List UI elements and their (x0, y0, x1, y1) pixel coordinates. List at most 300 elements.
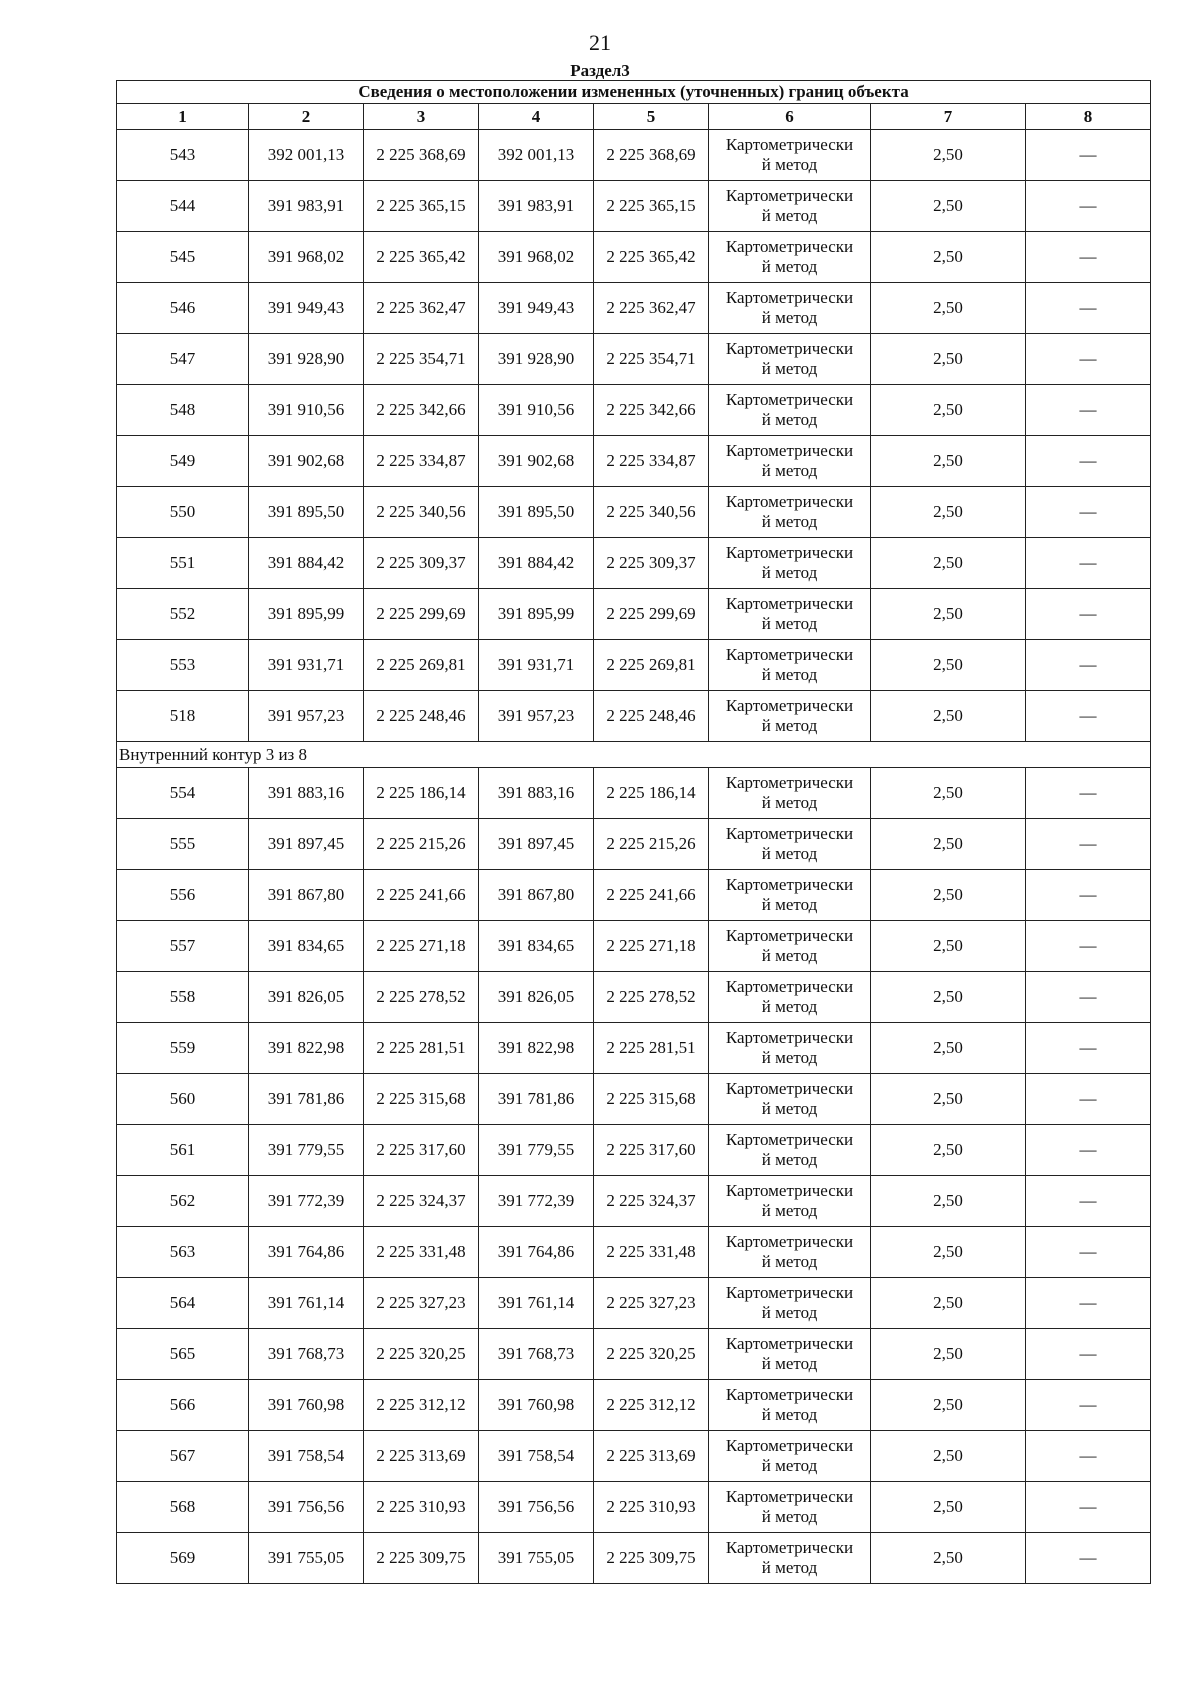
table-caption-row (117, 81, 1151, 104)
column-number: 7 (871, 104, 1026, 130)
description-cell: — (1026, 232, 1151, 283)
y-old-cell: 2 225 354,71 (364, 334, 479, 385)
y-new-cell: 2 225 186,14 (594, 768, 709, 819)
y-new-cell: 2 225 281,51 (594, 1023, 709, 1074)
y-old-cell: 2 225 281,51 (364, 1023, 479, 1074)
x-old-cell: 391 968,02 (249, 232, 364, 283)
method-line: й метод (761, 614, 818, 633)
method-cell (709, 870, 871, 921)
method-line: Картометрически (725, 1028, 854, 1047)
accuracy-cell: 2,50 (871, 819, 1026, 870)
accuracy-cell: 2,50 (871, 1431, 1026, 1482)
x-old-cell: 391 758,54 (249, 1431, 364, 1482)
x-old-cell: 391 895,50 (249, 487, 364, 538)
y-new-cell: 2 225 299,69 (594, 589, 709, 640)
description-cell: — (1026, 921, 1151, 972)
method-cell (709, 819, 871, 870)
accuracy-cell: 2,50 (871, 1278, 1026, 1329)
x-new-cell: 391 755,05 (479, 1533, 594, 1584)
y-new-cell: 2 225 215,26 (594, 819, 709, 870)
y-old-cell: 2 225 317,60 (364, 1125, 479, 1176)
method-cell (709, 436, 871, 487)
column-number: 2 (249, 104, 364, 130)
table-row (117, 232, 1151, 283)
method-cell (709, 1176, 871, 1227)
description-cell: — (1026, 691, 1151, 742)
y-new-cell: 2 225 312,12 (594, 1380, 709, 1431)
y-old-cell: 2 225 327,23 (364, 1278, 479, 1329)
y-old-cell: 2 225 365,42 (364, 232, 479, 283)
y-new-cell: 2 225 340,56 (594, 487, 709, 538)
description-cell: — (1026, 972, 1151, 1023)
description-cell: — (1026, 283, 1151, 334)
method-cell (709, 768, 871, 819)
point-number-cell: 562 (117, 1176, 249, 1227)
method-cell (709, 232, 871, 283)
method-line: Картометрически (725, 824, 854, 843)
table-row (117, 1533, 1151, 1584)
accuracy-cell: 2,50 (871, 538, 1026, 589)
contour-header-row (117, 742, 1151, 768)
point-number-cell: 556 (117, 870, 249, 921)
y-new-cell: 2 225 271,18 (594, 921, 709, 972)
method-line: Картометрически (725, 288, 854, 307)
description-cell: — (1026, 1125, 1151, 1176)
x-old-cell: 391 949,43 (249, 283, 364, 334)
x-new-cell: 391 928,90 (479, 334, 594, 385)
method-line: й метод (761, 665, 818, 684)
x-new-cell: 391 779,55 (479, 1125, 594, 1176)
x-new-cell: 391 883,16 (479, 768, 594, 819)
method-line: Картометрически (725, 773, 854, 792)
y-old-cell: 2 225 313,69 (364, 1431, 479, 1482)
x-new-cell: 391 884,42 (479, 538, 594, 589)
method-line: й метод (761, 1558, 818, 1577)
x-old-cell: 391 867,80 (249, 870, 364, 921)
method-cell (709, 487, 871, 538)
method-line: й метод (761, 410, 818, 429)
y-new-cell: 2 225 309,37 (594, 538, 709, 589)
description-cell: — (1026, 589, 1151, 640)
accuracy-cell: 2,50 (871, 921, 1026, 972)
accuracy-cell: 2,50 (871, 691, 1026, 742)
y-old-cell: 2 225 310,93 (364, 1482, 479, 1533)
method-line: Картометрически (725, 875, 854, 894)
table-row (117, 1278, 1151, 1329)
y-new-cell: 2 225 310,93 (594, 1482, 709, 1533)
coordinates-table (116, 80, 1151, 1584)
description-cell: — (1026, 130, 1151, 181)
method-line: Картометрически (725, 135, 854, 154)
point-number-cell: 518 (117, 691, 249, 742)
table-row (117, 283, 1151, 334)
x-old-cell: 391 756,56 (249, 1482, 364, 1533)
method-line: Картометрически (725, 186, 854, 205)
y-new-cell: 2 225 331,48 (594, 1227, 709, 1278)
x-new-cell: 391 761,14 (479, 1278, 594, 1329)
point-number-cell: 553 (117, 640, 249, 691)
method-cell (709, 640, 871, 691)
description-cell: — (1026, 436, 1151, 487)
point-number-cell: 544 (117, 181, 249, 232)
column-number: 8 (1026, 104, 1151, 130)
method-cell (709, 1074, 871, 1125)
y-new-cell: 2 225 342,66 (594, 385, 709, 436)
method-line: Картометрически (725, 1079, 854, 1098)
y-new-cell: 2 225 269,81 (594, 640, 709, 691)
y-new-cell: 2 225 320,25 (594, 1329, 709, 1380)
method-line: й метод (761, 563, 818, 582)
method-line: Картометрически (725, 1232, 854, 1251)
x-new-cell: 391 968,02 (479, 232, 594, 283)
table-row (117, 1074, 1151, 1125)
y-new-cell: 2 225 241,66 (594, 870, 709, 921)
point-number-cell: 564 (117, 1278, 249, 1329)
section-title: Раздел3 (570, 61, 630, 80)
accuracy-cell: 2,50 (871, 1482, 1026, 1533)
table-row (117, 589, 1151, 640)
table-caption: Сведения о местоположении измененных (уточненных) границ объекта (117, 81, 1151, 104)
x-old-cell: 391 761,14 (249, 1278, 364, 1329)
description-cell: — (1026, 385, 1151, 436)
y-old-cell: 2 225 331,48 (364, 1227, 479, 1278)
method-line: й метод (761, 1150, 818, 1169)
x-old-cell: 391 755,05 (249, 1533, 364, 1584)
y-old-cell: 2 225 342,66 (364, 385, 479, 436)
x-new-cell: 391 910,56 (479, 385, 594, 436)
x-new-cell: 391 867,80 (479, 870, 594, 921)
point-number-cell: 551 (117, 538, 249, 589)
method-line: й метод (761, 257, 818, 276)
method-cell (709, 972, 871, 1023)
x-new-cell: 391 781,86 (479, 1074, 594, 1125)
method-line: Картометрически (725, 696, 854, 715)
x-old-cell: 391 910,56 (249, 385, 364, 436)
y-old-cell: 2 225 334,87 (364, 436, 479, 487)
description-cell: — (1026, 640, 1151, 691)
x-new-cell: 391 949,43 (479, 283, 594, 334)
accuracy-cell: 2,50 (871, 283, 1026, 334)
x-old-cell: 391 772,39 (249, 1176, 364, 1227)
y-new-cell: 2 225 365,42 (594, 232, 709, 283)
method-line: й метод (761, 461, 818, 480)
point-number-cell: 569 (117, 1533, 249, 1584)
description-cell: — (1026, 1533, 1151, 1584)
x-old-cell: 391 883,16 (249, 768, 364, 819)
point-number-cell: 555 (117, 819, 249, 870)
method-cell (709, 1533, 871, 1584)
point-number-cell: 548 (117, 385, 249, 436)
point-number-cell: 559 (117, 1023, 249, 1074)
table-row (117, 691, 1151, 742)
column-number: 3 (364, 104, 479, 130)
accuracy-cell: 2,50 (871, 436, 1026, 487)
point-number-cell: 566 (117, 1380, 249, 1431)
x-new-cell: 391 895,99 (479, 589, 594, 640)
x-old-cell: 391 781,86 (249, 1074, 364, 1125)
y-old-cell: 2 225 278,52 (364, 972, 479, 1023)
x-new-cell: 391 895,50 (479, 487, 594, 538)
point-number-cell: 560 (117, 1074, 249, 1125)
accuracy-cell: 2,50 (871, 181, 1026, 232)
accuracy-cell: 2,50 (871, 130, 1026, 181)
method-line: Картометрически (725, 1334, 854, 1353)
description-cell: — (1026, 819, 1151, 870)
y-new-cell: 2 225 324,37 (594, 1176, 709, 1227)
point-number-cell: 557 (117, 921, 249, 972)
y-old-cell: 2 225 271,18 (364, 921, 479, 972)
x-old-cell: 391 834,65 (249, 921, 364, 972)
method-cell (709, 1023, 871, 1074)
method-line: й метод (761, 1507, 818, 1526)
accuracy-cell: 2,50 (871, 334, 1026, 385)
accuracy-cell: 2,50 (871, 640, 1026, 691)
description-cell: — (1026, 538, 1151, 589)
y-old-cell: 2 225 315,68 (364, 1074, 479, 1125)
table-row (117, 1125, 1151, 1176)
x-old-cell: 392 001,13 (249, 130, 364, 181)
accuracy-cell: 2,50 (871, 1227, 1026, 1278)
y-old-cell: 2 225 362,47 (364, 283, 479, 334)
point-number-cell: 568 (117, 1482, 249, 1533)
y-old-cell: 2 225 365,15 (364, 181, 479, 232)
method-line: Картометрически (725, 1130, 854, 1149)
method-line: й метод (761, 1354, 818, 1373)
x-new-cell: 391 902,68 (479, 436, 594, 487)
contour-label: Внутренний контур 3 из 8 (117, 742, 1151, 768)
accuracy-cell: 2,50 (871, 1329, 1026, 1380)
description-cell: — (1026, 1176, 1151, 1227)
table-row (117, 1023, 1151, 1074)
point-number-cell: 546 (117, 283, 249, 334)
x-old-cell: 391 928,90 (249, 334, 364, 385)
table-row (117, 181, 1151, 232)
method-cell (709, 538, 871, 589)
accuracy-cell: 2,50 (871, 768, 1026, 819)
table-row (117, 487, 1151, 538)
description-cell: — (1026, 1227, 1151, 1278)
x-new-cell: 391 826,05 (479, 972, 594, 1023)
y-new-cell: 2 225 365,15 (594, 181, 709, 232)
point-number-cell: 565 (117, 1329, 249, 1380)
table-row (117, 130, 1151, 181)
method-line: й метод (761, 1201, 818, 1220)
method-line: й метод (761, 155, 818, 174)
x-new-cell: 391 957,23 (479, 691, 594, 742)
accuracy-cell: 2,50 (871, 1533, 1026, 1584)
y-new-cell: 2 225 315,68 (594, 1074, 709, 1125)
method-cell (709, 334, 871, 385)
y-old-cell: 2 225 241,66 (364, 870, 479, 921)
method-cell (709, 1329, 871, 1380)
x-old-cell: 391 957,23 (249, 691, 364, 742)
y-new-cell: 2 225 368,69 (594, 130, 709, 181)
x-new-cell: 391 768,73 (479, 1329, 594, 1380)
column-number: 4 (479, 104, 594, 130)
x-old-cell: 391 826,05 (249, 972, 364, 1023)
y-old-cell: 2 225 320,25 (364, 1329, 479, 1380)
method-line: Картометрически (725, 1385, 854, 1404)
accuracy-cell: 2,50 (871, 1176, 1026, 1227)
accuracy-cell: 2,50 (871, 972, 1026, 1023)
method-cell (709, 1125, 871, 1176)
method-cell (709, 130, 871, 181)
method-cell (709, 1278, 871, 1329)
method-line: й метод (761, 895, 818, 914)
y-new-cell: 2 225 334,87 (594, 436, 709, 487)
accuracy-cell: 2,50 (871, 1125, 1026, 1176)
y-old-cell: 2 225 269,81 (364, 640, 479, 691)
table-row (117, 385, 1151, 436)
method-line: й метод (761, 793, 818, 812)
accuracy-cell: 2,50 (871, 487, 1026, 538)
method-line: Картометрически (725, 645, 854, 664)
method-cell (709, 589, 871, 640)
y-old-cell: 2 225 312,12 (364, 1380, 479, 1431)
description-cell: — (1026, 181, 1151, 232)
x-new-cell: 391 756,56 (479, 1482, 594, 1533)
point-number-cell: 549 (117, 436, 249, 487)
accuracy-cell: 2,50 (871, 1023, 1026, 1074)
x-new-cell: 391 897,45 (479, 819, 594, 870)
accuracy-cell: 2,50 (871, 589, 1026, 640)
method-cell (709, 1431, 871, 1482)
point-number-cell: 563 (117, 1227, 249, 1278)
column-number-row (117, 104, 1151, 130)
x-new-cell: 391 764,86 (479, 1227, 594, 1278)
point-number-cell: 547 (117, 334, 249, 385)
description-cell: — (1026, 1074, 1151, 1125)
method-line: Картометрически (725, 339, 854, 358)
method-line: й метод (761, 1099, 818, 1118)
method-line: Картометрически (725, 926, 854, 945)
method-line: й метод (761, 997, 818, 1016)
method-cell (709, 1227, 871, 1278)
point-number-cell: 567 (117, 1431, 249, 1482)
method-line: Картометрически (725, 977, 854, 996)
method-line: й метод (761, 1252, 818, 1271)
x-old-cell: 391 884,42 (249, 538, 364, 589)
point-number-cell: 552 (117, 589, 249, 640)
x-old-cell: 391 779,55 (249, 1125, 364, 1176)
method-line: й метод (761, 716, 818, 735)
y-old-cell: 2 225 248,46 (364, 691, 479, 742)
x-new-cell: 391 758,54 (479, 1431, 594, 1482)
table-row (117, 1431, 1151, 1482)
y-old-cell: 2 225 309,37 (364, 538, 479, 589)
description-cell: — (1026, 487, 1151, 538)
method-line: Картометрически (725, 594, 854, 613)
method-line: й метод (761, 1456, 818, 1475)
method-line: Картометрически (725, 1487, 854, 1506)
y-old-cell: 2 225 309,75 (364, 1533, 479, 1584)
y-old-cell: 2 225 299,69 (364, 589, 479, 640)
method-line: й метод (761, 206, 818, 225)
x-new-cell: 391 760,98 (479, 1380, 594, 1431)
table-row (117, 819, 1151, 870)
point-number-cell: 545 (117, 232, 249, 283)
description-cell: — (1026, 870, 1151, 921)
table-row (117, 921, 1151, 972)
method-line: Картометрически (725, 390, 854, 409)
method-line: й метод (761, 1303, 818, 1322)
method-line: Картометрически (725, 237, 854, 256)
x-old-cell: 391 931,71 (249, 640, 364, 691)
point-number-cell: 550 (117, 487, 249, 538)
x-new-cell: 391 822,98 (479, 1023, 594, 1074)
method-line: й метод (761, 359, 818, 378)
method-cell (709, 283, 871, 334)
point-number-cell: 543 (117, 130, 249, 181)
x-new-cell: 392 001,13 (479, 130, 594, 181)
y-new-cell: 2 225 278,52 (594, 972, 709, 1023)
y-new-cell: 2 225 317,60 (594, 1125, 709, 1176)
x-new-cell: 391 983,91 (479, 181, 594, 232)
table-row (117, 538, 1151, 589)
description-cell: — (1026, 1431, 1151, 1482)
x-old-cell: 391 760,98 (249, 1380, 364, 1431)
description-cell: — (1026, 1329, 1151, 1380)
method-line: й метод (761, 844, 818, 863)
method-line: й метод (761, 512, 818, 531)
accuracy-cell: 2,50 (871, 385, 1026, 436)
x-old-cell: 391 768,73 (249, 1329, 364, 1380)
x-old-cell: 391 895,99 (249, 589, 364, 640)
x-old-cell: 391 902,68 (249, 436, 364, 487)
x-old-cell: 391 983,91 (249, 181, 364, 232)
description-cell: — (1026, 334, 1151, 385)
table-row (117, 870, 1151, 921)
description-cell: — (1026, 1380, 1151, 1431)
description-cell: — (1026, 1278, 1151, 1329)
method-line: й метод (761, 1405, 818, 1424)
y-old-cell: 2 225 368,69 (364, 130, 479, 181)
y-new-cell: 2 225 313,69 (594, 1431, 709, 1482)
method-line: й метод (761, 946, 818, 965)
table-row (117, 972, 1151, 1023)
table-row (117, 640, 1151, 691)
page-number: 21 (589, 30, 611, 55)
accuracy-cell: 2,50 (871, 870, 1026, 921)
method-line: Картометрически (725, 1436, 854, 1455)
description-cell: — (1026, 1023, 1151, 1074)
table-row (117, 1380, 1151, 1431)
method-cell (709, 385, 871, 436)
table-row (117, 1482, 1151, 1533)
y-old-cell: 2 225 186,14 (364, 768, 479, 819)
method-line: й метод (761, 308, 818, 327)
method-line: Картометрически (725, 1181, 854, 1200)
y-old-cell: 2 225 340,56 (364, 487, 479, 538)
method-cell (709, 181, 871, 232)
table-row (117, 768, 1151, 819)
table-row (117, 1227, 1151, 1278)
table-row (117, 436, 1151, 487)
y-new-cell: 2 225 354,71 (594, 334, 709, 385)
y-new-cell: 2 225 327,23 (594, 1278, 709, 1329)
method-cell (709, 921, 871, 972)
point-number-cell: 554 (117, 768, 249, 819)
accuracy-cell: 2,50 (871, 1074, 1026, 1125)
description-cell: — (1026, 1482, 1151, 1533)
y-new-cell: 2 225 248,46 (594, 691, 709, 742)
y-old-cell: 2 225 324,37 (364, 1176, 479, 1227)
y-new-cell: 2 225 362,47 (594, 283, 709, 334)
accuracy-cell: 2,50 (871, 232, 1026, 283)
method-cell (709, 1380, 871, 1431)
x-old-cell: 391 822,98 (249, 1023, 364, 1074)
method-cell (709, 1482, 871, 1533)
